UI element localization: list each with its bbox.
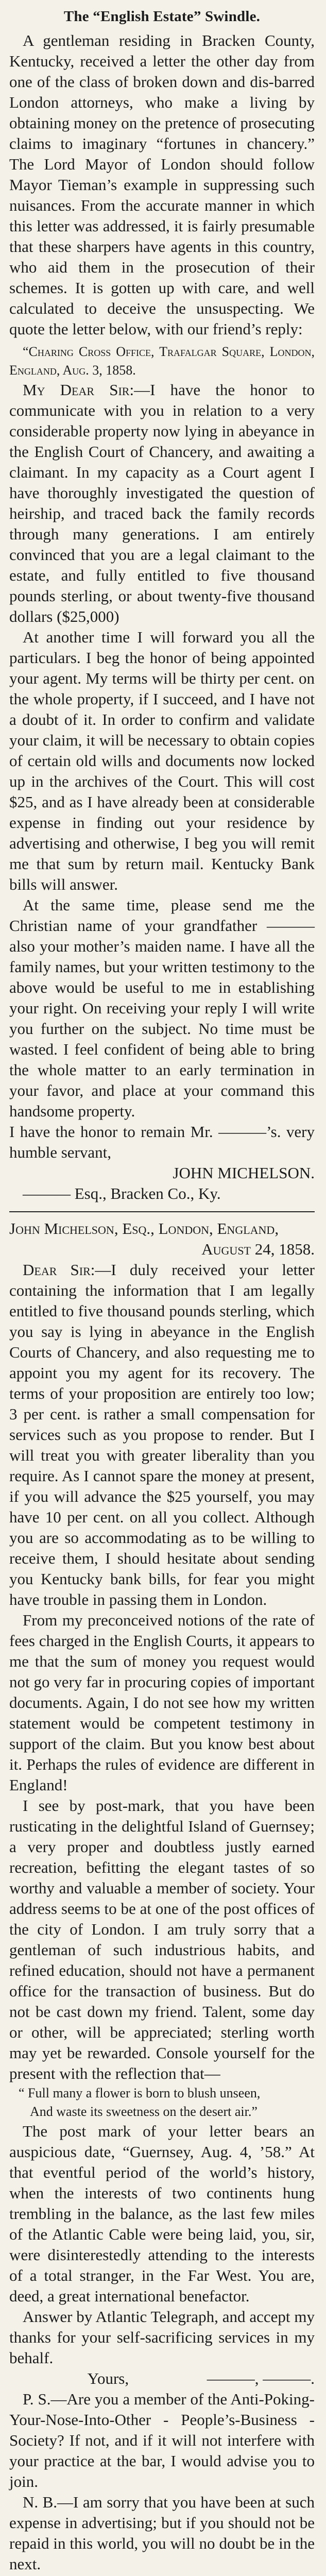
letter1-paragraph-2: At another time I will forward you all the particulars. I beg the honor of being appointed your agent. My terms will be thirty per cent. on the whole property, if I succeed, and I have not a doubt of it. In order to confirm and validate your claim, it will be necessary to obtain copies of certain old wills and documents now locked up in the archives of the Court. This will cost $25, and as I have already been at considerable expense in finding out your residence by advertising and otherwise, I beg you will remit me that sum by return mail. Kentucky Bank bills will answer. xyxy=(9,628,315,893)
letter1-dateline: “Charing Cross Office, Trafalgar Square, London, England, Aug. 3, 1858. xyxy=(9,344,315,378)
letter1-paragraph-3: At the same time, please send me the Christian name of your grandfather ——— also your mother’s maiden name. I have all the family names, but your written testimony to the above would be useful to me in establishing your right. On receiving your reply I will write you further on the subject. No time must be wasted. I feel confident of being able to bring the whole matter to an early termination in your favor, and place at your command this handsome property. xyxy=(9,896,315,1120)
letter1-closing: I have the honor to remain Mr. ———’s. very humble servant, xyxy=(9,1123,315,1161)
letter2-yours-row xyxy=(9,2368,315,2389)
letter2-paragraph-3: I see by post-mark, that you have been rusticating in the delightful Island of Guernsey; a very proper and doubtless justly earned recreation, befitting the elegant tastes of so worthy and valuable a member of society. Your address seems to be at one of the post offices of the city of London. I am truly sorry that a gentleman of such industrious habits, and refined education, should not have a permanent office for the transaction of business. But do not be cast down my friend. Talent, some day or other, will be appreciated; sterling worth may yet be rewarded. Console yourself for the present with the reflection that— xyxy=(9,1797,315,2082)
intro-paragraph: A gentleman residing in Bracken County, Kentucky, received a letter the other day from one of the class of broken down and dis-barred London attorneys, who make a living by obtaining money on the pretence of prosecuting claims to imaginary “fortunes in chancery.” The Lord Mayor of London should follow Mayor Tieman’s example in suppressing such nuisances. From the accurate manner in which this letter was addressed, it is fairly presumable that these sharpers have agents in this country, who aid them in the prosecution of their schemes. It is gotten up with care, and well calculated to deceive the unsuspecting. We quote the letter below, with our friend’s reply: xyxy=(9,31,315,338)
nb-yours-blanks xyxy=(207,2574,315,2576)
letter1-paragraph-1 xyxy=(9,380,315,627)
letter1-addressee: ——— Esq., Bracken Co., Ky. xyxy=(23,1184,221,1202)
letter2-paragraph-4: The post mark of your letter bears an auspicious date, “Guernsey, Aug. 4, ’58.” At that eventful period of the world’s history, when the interests of two continents hung trembling in the balance, as the last few miles of the Atlantic Cable were being laid, you, sir, were disinterestedly attending to the interests of a total stranger, in the Far West. You are, deed, a great international benefactor. xyxy=(9,2122,315,2305)
nb-yours-row xyxy=(9,2574,315,2576)
letter2-date: August 24, 1858. xyxy=(201,1240,315,1258)
poem-quote-line-2: And waste its sweetness on the desert air.” xyxy=(30,2104,258,2119)
letter2-paragraph-1-text: —I duly received your letter containing the information that I am legally entitled to five thousand pounds sterling, which you say is lying in abeyance in the English Courts of Chancery, and also requesting me to appoint you my agent for its recovery. The terms of your proposition are entirely too low; 3 per cent. is rather a small compensation for services such as you propose to render. But I will treat you with greater liberality than you require. As I cannot spare the money at present, if you will advance the $25 yourself, you may have 10 per cent. on all you collect. Although you are so accommodating as to be willing to receive them, I should hesitate about sending you Kentucky bank bills, for fear you might have trouble in passing them in London. xyxy=(9,1261,315,1608)
nb-yours xyxy=(69,2574,147,2576)
letter2-paragraph-1 xyxy=(9,1260,315,1610)
letter2-yours-blanks: ———, ———. xyxy=(207,2369,315,2387)
letter2-salutation: Dear Sir: xyxy=(23,1261,95,1279)
letter1-salutation: My Dear Sir: xyxy=(23,381,134,399)
article-title: The “English Estate” Swindle. xyxy=(63,8,261,25)
letter1-signature: JOHN MICHELSON. xyxy=(173,1164,315,1182)
section-divider xyxy=(9,1211,315,1212)
letter2-addressee-line: John Michelson, Esq., London, England, xyxy=(9,1219,279,1238)
letter2-yours: Yours, xyxy=(87,2369,129,2387)
letter1-paragraph-1-text: —I have the honor to communicate with you in relation to a very considerable property now lying in abeyance in the English Court of Chancery, and awaiting a claimant. In my capacity as a Court agent I have thoroughly investigated the question of heirship, and traced back the family records through many generations. I am entirely convinced that you are a legal claimant to the estate, and fully entitled to five thousand pounds sterling, or about twenty-five thousand dollars ($25,000) xyxy=(9,381,315,625)
poem-quote-line-1: “ Full many a flower is born to blush unseen, xyxy=(19,2086,261,2100)
letter2-paragraph-2: From my preconceived notions of the rate of fees charged in the English Courts, it appears to me that the sum of money you request would not go very far in procuring copies of important documents. Again, I do not see how my written statement would be competent testimony in support of the claim. But you know best about it. Perhaps the rules of evidence are different in England! xyxy=(9,1611,315,1794)
postscript-nb: N. B.—I am sorry that you have been at such expense in advertising; but if you should not be repaid in this world, you will no doubt be in the next. xyxy=(9,2493,315,2573)
letter2-paragraph-5: Answer by Atlantic Telegraph, and accept my thanks for your self-sacrificing services in my behalf. xyxy=(9,2308,315,2367)
letter2-addressee xyxy=(9,1218,315,1239)
postscript-ps: P. S.—Are you a member of the Anti-Poking-Your-Nose-Into-Other - People’s-Business - Society? If not, and if it will not interfere with your practice at the bar, I would advise you to join. xyxy=(9,2390,315,2490)
